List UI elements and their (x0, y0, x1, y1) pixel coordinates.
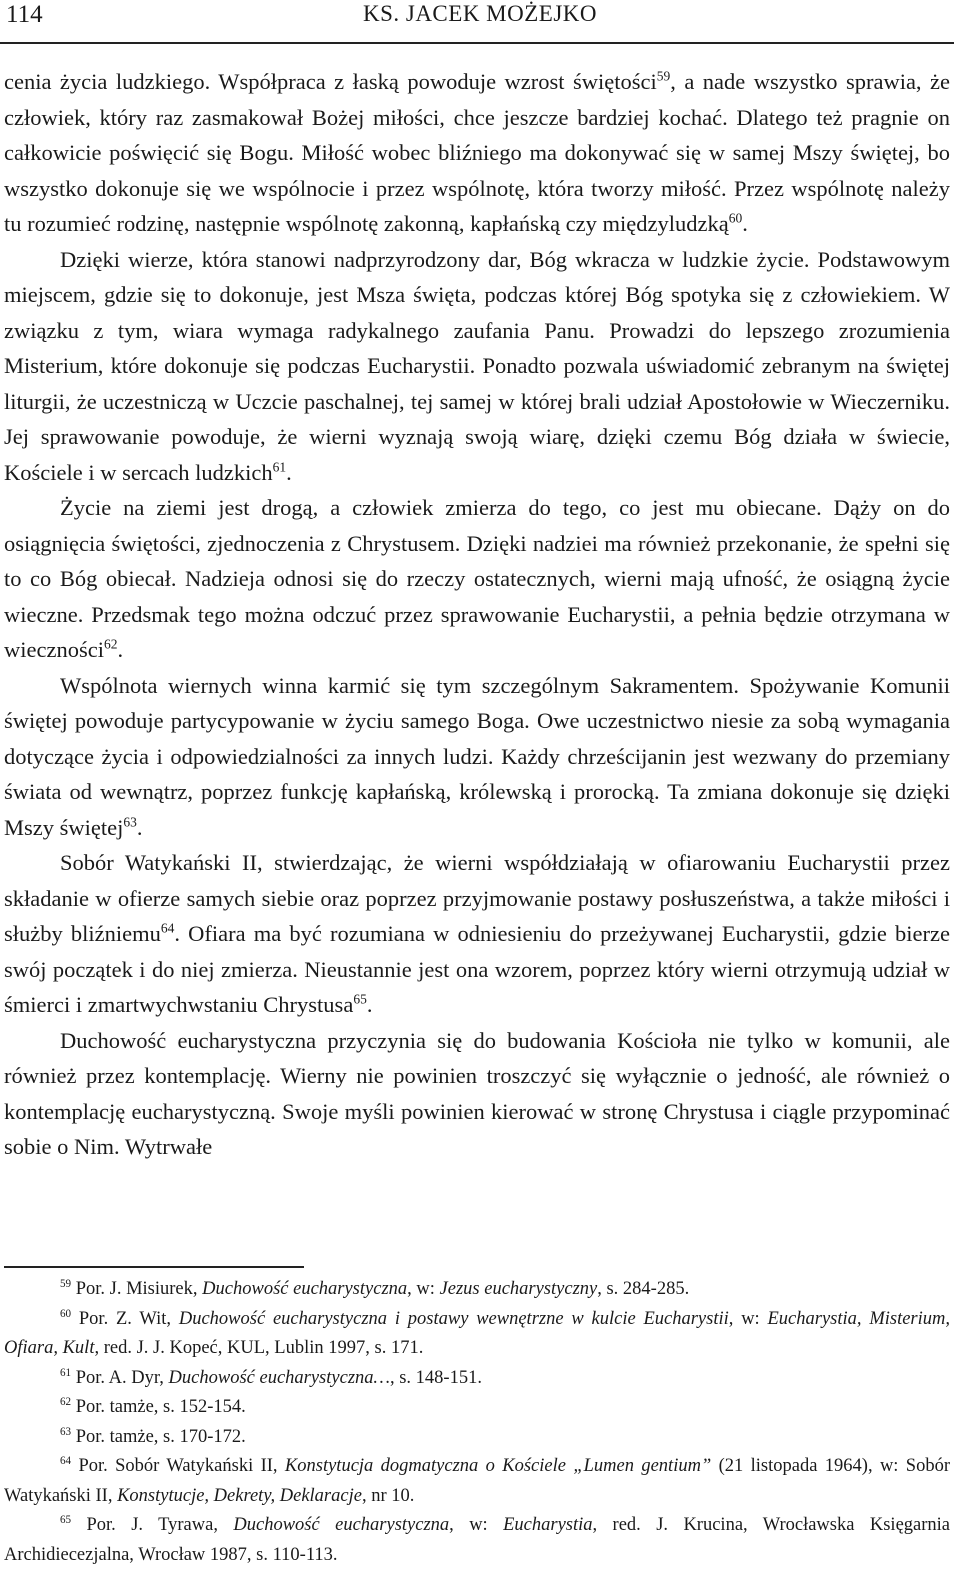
footnote (4, 1511, 950, 1570)
italic-title: Duchowość eucharystyczna (233, 1515, 450, 1535)
footnote-marker: 63 (60, 1425, 72, 1438)
text-run: Duchowość eucharystyczna przyczynia się do budowania Kościoła nie tylko w komunii, ale również przez kontemplację. Wierny nie powinien troszczyć się wyłącznie o jedność, ale również o kontemplację eucharystyczną. Swoje myśli powinien kierować w stronę Chrystusa i ciągle przypominać sobie o Nim. Wytrwałe (4, 1027, 950, 1159)
footnote (4, 1393, 950, 1423)
footnote-marker: 65 (60, 1513, 72, 1526)
text-run: , w: (449, 1515, 504, 1535)
header-rule (0, 42, 954, 44)
body-paragraph (4, 845, 950, 1023)
body-paragraph (4, 64, 950, 242)
footnote-marker: 61 (60, 1366, 72, 1379)
footnote (4, 1423, 950, 1453)
body-text (4, 64, 950, 1165)
footnote (4, 1305, 950, 1364)
footnote-marker: 63 (123, 814, 137, 829)
text-run: Por. Sobór Watykański II, (71, 1456, 285, 1476)
text-run: Por. J. Tyrawa, (71, 1515, 234, 1535)
footnote-marker: 62 (60, 1395, 72, 1408)
italic-title: Duchowość eucharystyczna (202, 1279, 408, 1299)
italic-title: Duchowość eucharystyczna i postawy wewnętrzne w kulcie Eucharystii (178, 1308, 729, 1329)
text-run: Por. A. Dyr, (71, 1367, 169, 1388)
footnote (4, 1275, 950, 1305)
text-run: Por. tamże, s. 152-154. (71, 1397, 246, 1417)
text-run: Dzięki wierze, która stanowi nadprzyrodzony dar, Bóg wkracza w ludzkie życie. Podstawowym miejscem, gdzie się to dokonuje, jest Msza święta, podczas której Bóg spotyka się z człowiekiem. W związku z tym, wiara wymaga radykalnego zaufania Panu. Prowadzi do lepszego zrozumienia Misterium, które dokonuje się podczas Eucharystii. Ponadto pozwala uświadomić zebranym na świętej liturgii, że uczestniczą w Uczcie paschalnej, tej samej w której brali udział Apostołowie w Wieczerniku. Jej sprawowanie powoduje, że wierni wyznają swoją wiarę, dzięki czemu Bóg działa w świecie, Kościele i w sercach ludzkich (4, 246, 950, 485)
text-run: , s. 284-285. (597, 1279, 690, 1299)
text-run: , nr 10. (361, 1485, 415, 1506)
text-run: Por. J. Misiurek, (71, 1279, 203, 1299)
text-run: Wspólnota wiernych winna karmić się tym szczególnym Sakramentem. Spożywanie Komunii świętej powoduje partycypowanie w życiu samego Boga. Owe uczestnictwo niesie za sobą wymagania dotyczące życia i odpowiedzialności za innych ludzi. Każdy chrześcijanin jest wezwany do przemiany świata od wewnątrz, poprzez funkcję kapłańską, królewską i prorocką. Ta zmiana dokonuje się dzięki Mszy świętej (4, 672, 950, 840)
footnote-marker: 60 (60, 1307, 72, 1320)
footnote-marker: 64 (60, 1454, 72, 1467)
footnote (4, 1364, 950, 1394)
footnote-marker: 59 (656, 68, 671, 84)
text-run: Por. Z. Wit, (71, 1308, 179, 1329)
italic-title: Jezus eucharystyczny (439, 1279, 598, 1299)
footnote-separator (4, 1266, 304, 1268)
text-run: , a nade wszystko sprawia, że człowiek, który raz zasmakował Bożej miłości, chce jeszcze bardziej kochać. Dlatego też pragnie on całkowicie poświęcić się Bogu. Miłość wobec bliźniego ma dokonywać się w samej Mszy świętej, bo wszystko dokonuje się we wspólnocie i przez wspólnotę, która tworzy miłość. Przez wspólnotę należy tu rozumieć rodzinę, następnie wspólnotę zakonną, kapłańską czy międzyludzką (4, 69, 950, 236)
footnote-marker: 61 (272, 459, 287, 474)
footnote-marker: 62 (103, 636, 118, 652)
text-run: (21 listopada 1964), w: Sobór Watykański II, (4, 1456, 951, 1506)
italic-title: Eucharystia (503, 1515, 593, 1535)
footnote-marker: 59 (60, 1277, 72, 1290)
text-run: . (366, 992, 373, 1017)
body-paragraph (4, 242, 950, 491)
footnote-marker: 64 (160, 920, 175, 936)
italic-title: Eucharystia, Misterium, Ofiara, Kult (4, 1308, 951, 1358)
text-run: , red. J. Krucina, Wrocławska Księgarnia Archidiecezjalna, Wrocław 1987, s. 110-113. (4, 1515, 950, 1565)
italic-title: Duchowość eucharystyczna… (168, 1367, 390, 1388)
text-run: Życie na ziemi jest drogą, a człowiek zmierza do tego, co jest mu obiecane. Dąży on do osiągnięcia świętości, zjednoczenia z Chrystusem. Dzięki nadziei ma również przekonanie, że spełni się to co Bóg obiecał. Nadzieja odnosi się do rzeczy ostatecznych, wierni mają ufność, że osiągną życie wieczne. Przedsmak tego można odczuć przez sprawowanie Eucharystii, a pełnia będzie otrzymana w wieczności (4, 495, 950, 662)
text-run: , w: (407, 1279, 440, 1299)
text-run: . (117, 637, 124, 662)
page-header (0, 0, 960, 40)
text-run: , w: (728, 1308, 768, 1329)
body-paragraph (4, 1023, 950, 1165)
page-number: 114 (6, 1, 43, 28)
footnote (4, 1452, 950, 1511)
italic-title: Konstytucja dogmatyczna o Kościele „Lumen gentium” (284, 1456, 712, 1476)
footnote-marker: 60 (728, 210, 743, 226)
body-paragraph (4, 490, 950, 668)
text-run: Por. tamże, s. 170-172. (71, 1426, 246, 1447)
footnote-marker: 65 (353, 991, 367, 1007)
text-run: . (286, 459, 292, 485)
italic-title: Konstytucje, Dekrety, Deklaracje (117, 1485, 362, 1506)
text-run: . (136, 814, 143, 840)
text-run: . Ofiara ma być rozumiana w odniesieniu do przeżywanej Eucharystii, gdzie bierze swój początek i do niej zmierza. Nieustannie jest ona wzorem, poprzez który wierni otrzymują udział w śmierci i zmartwychwstaniu Chrystusa (4, 921, 950, 1017)
running-head: KS. JACEK MOŻEJKO (362, 1, 598, 26)
text-run: , s. 148-151. (389, 1367, 482, 1388)
text-run: cenia życia ludzkiego. Współpraca z łaską powoduje wzrost świętości (4, 69, 657, 94)
text-run: . (742, 211, 748, 236)
text-run: Sobór Watykański II, stwierdzając, że wierni współdziałają w ofiarowaniu Eucharystii przez składanie w ofierze samych siebie oraz poprzez przyjmowanie postawy posłuszeństwa, a także miłości i służby bliźniemu (4, 850, 950, 946)
footnotes (4, 1275, 950, 1570)
text-run: , red. J. J. Kopeć, KUL, Lublin 1997, s. 171. (94, 1338, 424, 1358)
body-paragraph (4, 668, 950, 846)
